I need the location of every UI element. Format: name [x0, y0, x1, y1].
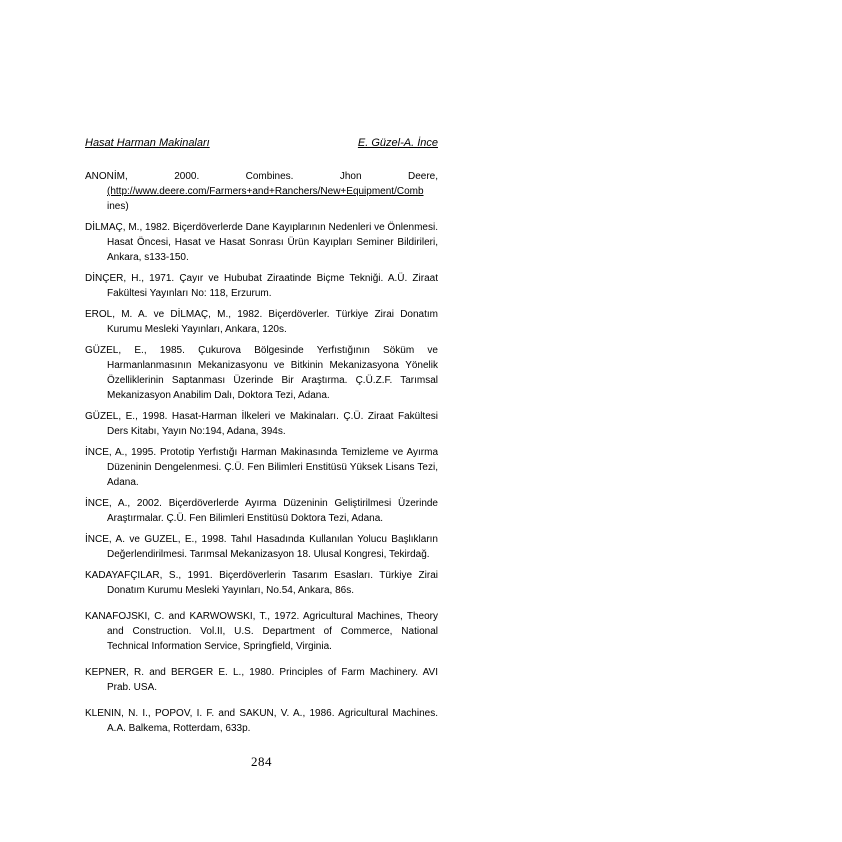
- running-title: Hasat Harman Makinaları: [85, 137, 210, 149]
- running-authors: E. Güzel-A. İnce: [357, 137, 438, 149]
- reference-text: DİNÇER, H., 1971. Çayır ve Hububat Ziraatinde Biçme Tekniği. A.Ü. Ziraat Fakültesi Yayınları No: 118, Erzurum.: [85, 273, 438, 299]
- reference-entry: [85, 307, 438, 337]
- reference-text: KLENIN, N. I., POPOV, I. F. and SAKUN, V. A., 1986. Agricultural Machines. A.A. Balkema, Rotterdam, 633p.: [85, 708, 438, 734]
- page-content: [85, 137, 438, 770]
- reference-url[interactable]: (http://www.deere.com/Farmers+and+Ranchers/New+Equipment/Comb: [107, 186, 424, 197]
- reference-entry: [85, 220, 438, 265]
- reference-text: GÜZEL, E., 1985. Çukurova Bölgesinde Yerfıstığının Söküm ve Harmanlanmasının Mekanizasyonu ve Bitkinin Mekanizasyona Yönelik Özelliklerinin Saptanması Üzerinde Bir Araştırma. Ç.Ü.Z.F. Tarımsal Mekanizasyon Anabilim Dalı, Doktora Tezi, Adana.: [85, 345, 438, 401]
- reference-text: İNCE, A., 2002. Biçerdöverlerde Ayırma Düzeninin Geliştirilmesi Üzerinde Araştırmalar. Ç.Ü. Fen Bilimleri Enstitüsü Doktora Tezi, Adana.: [85, 498, 438, 524]
- reference-text: ines): [107, 201, 129, 212]
- reference-entry: [85, 409, 438, 439]
- reference-text: KADAYAFÇILAR, S., 1991. Biçerdöverlerin Tasarım Esasları. Türkiye Zirai Donatım Kurumu Mesleki Yayınları, No.54, Ankara, 86s.: [85, 570, 438, 596]
- reference-entry: [85, 706, 438, 736]
- reference-entry: [85, 496, 438, 526]
- reference-entry: [85, 271, 438, 301]
- reference-entry: [85, 445, 438, 490]
- page-header: [85, 137, 438, 149]
- reference-entry: [85, 568, 438, 598]
- reference-text: DİLMAÇ, M., 1982. Biçerdöverlerde Dane Kayıplarının Nedenleri ve Önlenmesi. Hasat Öncesi, Hasat ve Hasat Sonrası Ürün Kayıpları Seminer Bildirileri, Ankara, s133-150.: [85, 222, 438, 263]
- reference-text: İNCE, A. ve GUZEL, E., 1998. Tahıl Hasadında Kullanılan Yolucu Başlıkların Değerlendirilmesi. Tarımsal Mekanizasyon 18. Ulusal Kongresi, Tekirdağ.: [85, 534, 438, 560]
- reference-text: EROL, M. A. ve DİLMAÇ, M., 1982. Biçerdöverler. Türkiye Zirai Donatım Kurumu Mesleki Yayınları, Ankara, 120s.: [85, 309, 438, 335]
- page-number: 284: [251, 754, 272, 769]
- references-list: [85, 169, 438, 736]
- reference-text: ANONİM, 2000. Combines. Jhon Deere,: [85, 171, 438, 182]
- reference-text: GÜZEL, E., 1998. Hasat-Harman İlkeleri ve Makinaları. Ç.Ü. Ziraat Fakültesi Ders Kitabı, Yayın No:194, Adana, 394s.: [85, 411, 438, 437]
- reference-text: KANAFOJSKI, C. and KARWOWSKI, T., 1972. Agricultural Machines, Theory and Construction. Vol.II, U.S. Department of Commerce, National Technical Information Service, Springfield, Virginia.: [85, 611, 438, 652]
- reference-entry: [85, 343, 438, 403]
- reference-entry: [85, 665, 438, 695]
- reference-text: KEPNER, R. and BERGER E. L., 1980. Principles of Farm Machinery. AVI Prab. USA.: [85, 667, 438, 693]
- reference-entry: [85, 169, 438, 214]
- reference-entry: [85, 609, 438, 654]
- reference-text: İNCE, A., 1995. Prototip Yerfıstığı Harman Makinasında Temizleme ve Ayırma Düzeninin Dengelenmesi. Ç.Ü. Fen Bilimleri Enstitüsü Yüksek Lisans Tezi, Adana.: [85, 447, 438, 488]
- reference-entry: [85, 532, 438, 562]
